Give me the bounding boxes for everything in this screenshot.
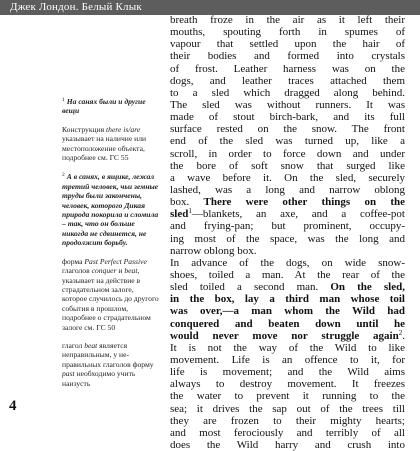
margin-note-3	[62, 341, 160, 388]
page-number: 4	[9, 398, 17, 414]
text-line: always to destroy movement. It freezes	[170, 378, 405, 391]
note-2-grammar-text-b: глаголов	[62, 266, 92, 276]
text-line	[170, 208, 405, 220]
bold-text-segment: would never move nor struggle again	[170, 329, 399, 342]
margin-note-1	[62, 96, 160, 116]
text-line	[170, 196, 405, 208]
note-1-translation-text: На санях были и другие вещи	[62, 97, 146, 116]
text-line: and most ferociously and terribly of all	[170, 426, 405, 439]
text-line: their bodies and formed into crystals	[170, 50, 405, 63]
main-text	[170, 14, 405, 451]
text-line: ing most of the space, was the long and	[170, 232, 405, 245]
text-line: mouths, spouting forth in spumes of	[170, 26, 405, 39]
note-3-text-c: необходимо учить наизусть	[62, 369, 136, 388]
margin-note-2	[62, 171, 160, 247]
bold-text-segment: On the sled,	[330, 281, 405, 294]
note-2-grammar-term-3: beat	[124, 266, 138, 276]
note-2-grammar-term-2: conquer	[91, 266, 117, 276]
text-segment: box.	[170, 196, 204, 209]
text-line: the bore of soft snow that surged like	[170, 159, 405, 172]
note-1-grammar-term: there is/are	[106, 124, 141, 134]
text-line: to a sled which dragged along behind.	[170, 86, 405, 99]
text-line: in the box, lay a third man whose toil	[170, 293, 405, 306]
note-1-translation	[62, 97, 146, 115]
text-line: surface rested on the snow. The front	[170, 123, 405, 136]
text-line: movement. Life is an offence to it, for	[170, 353, 405, 366]
note-2-translation-text: А в санях, в ящике, лежал третий человек, чьи земные труды были закончены, человек, которого Дикая природа покорила и сломила – так, что он больше никогда не сдвинется, не продолжит борьбу.	[62, 172, 159, 248]
note-3-term-2: past	[62, 369, 75, 379]
text-line: made of stout birch-bark, and its full	[170, 111, 405, 124]
text-line	[170, 330, 405, 342]
text-segment: —blankets, an axe, and a coffee-pot	[191, 208, 405, 221]
note-1-grammar	[62, 125, 160, 163]
note-2-translation	[62, 172, 158, 247]
text-line: the water to prevent it running to the	[170, 390, 405, 403]
text-line: vapour that settled upon the hair of	[170, 38, 405, 51]
text-segment: sled toiled a second man.	[170, 281, 331, 294]
text-line: lashed, was a long and narrow oblong	[170, 183, 405, 196]
text-line: and frying-pan; but prominent, occupy-	[170, 220, 405, 233]
note-2-grammar-text-d: , указывает на действие в страдательном залоге, которое случилось до другого события в прошлом, подробнее о страдательном залоге см. ГС 50	[62, 266, 159, 332]
running-header	[0, 0, 420, 15]
text-line: end of the sled was turned up, like a	[170, 135, 405, 148]
text-line: does the Wild harry and crush into	[170, 438, 405, 451]
text-line: of frost. Leather harness was on the	[170, 62, 405, 75]
note-3-text-b: является неправильным, у неправильных глаголов форму	[62, 340, 154, 369]
note-2-grammar	[62, 257, 160, 332]
text-line: sea; it drives the sap out of the trees till	[170, 402, 405, 415]
note-1-grammar-text-a: Конструкция	[62, 124, 107, 134]
text-segment: .	[402, 329, 405, 342]
footnote-marker-2: 2	[398, 328, 403, 337]
note-2-number: 2	[62, 172, 65, 179]
note-1-grammar-text-b: указывает на наличие или местоположение объекта, подробнее см. ГС 55	[62, 134, 147, 163]
text-line: breath froze in the air as it left their	[170, 14, 405, 26]
text-line: life is movement; and the Wild aims	[170, 366, 405, 379]
text-line: scroll, in order to force down and under	[170, 147, 405, 160]
text-line	[170, 281, 405, 293]
note-1-number: 1	[62, 97, 65, 103]
text-line: dogs, and leather traces attached them	[170, 74, 405, 87]
text-line: It is not the way of the Wild to like	[170, 341, 405, 354]
text-line: In advance of the dogs, on wide snow-	[170, 256, 405, 269]
note-2-grammar-term-1: Past Perfect Passive	[84, 256, 147, 266]
note-3-text-a: глагол	[62, 340, 85, 350]
text-line: a wave before it. On the sled, securely	[170, 171, 405, 184]
note-2-grammar-text-a: форма	[62, 256, 85, 266]
text-line: was over,—a man whom the Wild had	[170, 305, 405, 318]
text-line: The sled was without runners. It was	[170, 98, 405, 111]
text-line: narrow oblong box.	[170, 244, 257, 257]
bold-text-segment: sled	[170, 208, 189, 221]
note-3-term-1: beat	[84, 340, 98, 350]
text-line: conquered and beaten down until he	[170, 317, 405, 330]
running-title: Джек Лондон. Белый Клык	[10, 1, 142, 13]
note-2-grammar-text-c: и	[116, 266, 125, 276]
margin-notes	[62, 96, 160, 397]
footnote-marker-1: 1	[188, 207, 192, 216]
text-line: they are frozen to their mighty hearts;	[170, 414, 405, 427]
bold-text-segment: There were other things on the	[203, 196, 405, 209]
text-line: shoes, toiled a man. At the rear of the	[170, 268, 405, 281]
